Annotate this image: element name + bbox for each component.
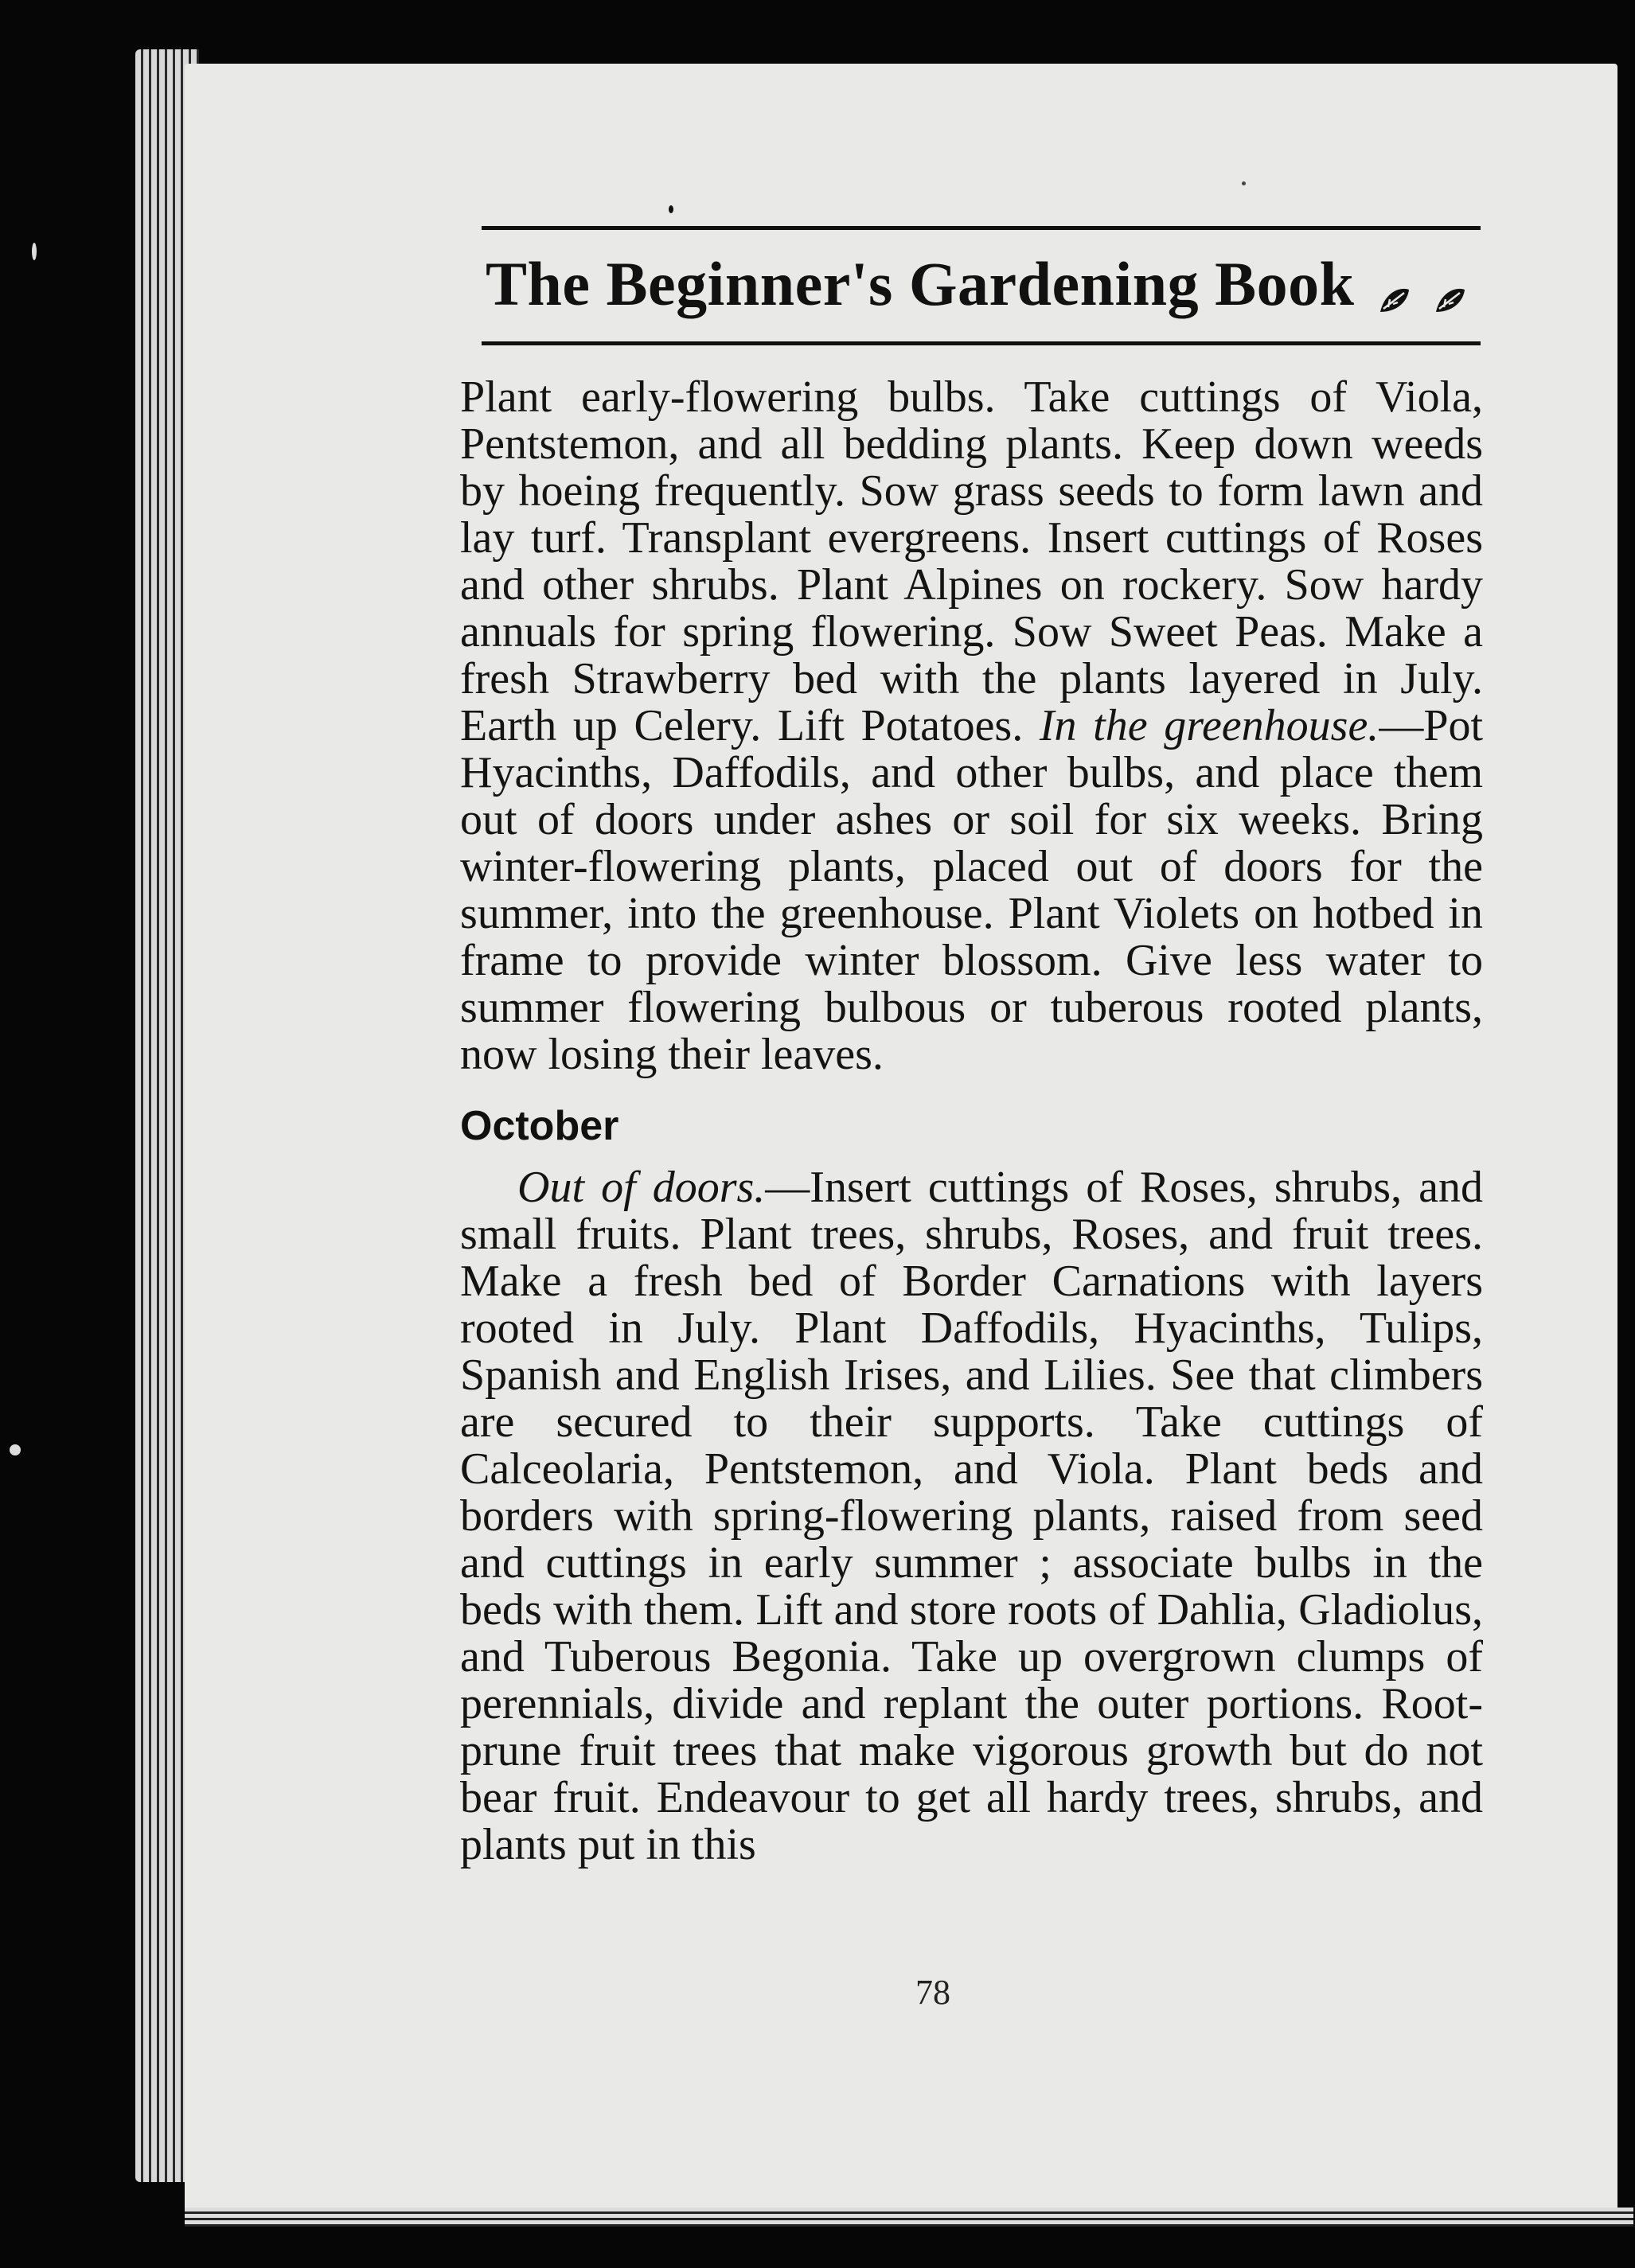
running-header-title: The Beginner's Gardening Book bbox=[486, 249, 1355, 318]
leaf-ornament-icon bbox=[1433, 285, 1468, 317]
page-body-text bbox=[460, 374, 1483, 1869]
paragraph-text: —Insert cuttings of Roses, shrubs, and small fruits. Plant trees, shrubs, Roses, and fruit trees. Make a fresh bed of Border Carnations with layers rooted in July. Plant Daffodils, Hyacinths, Tulips, Spanish and English Irises, and Lilies. See that climbers are secured to their supports. Take cuttings of Calceolaria, Pentstemon, and Viola. Plant beds and borders with spring-flowering plants, raised from seed and cuttings in early summer ; associate bulbs in the beds with them. Lift and store roots of Dahlia, Gladiolus, and Tuberous Begonia. Take up overgrown clumps of perennials, divide and replant the outer portions. Root-prune fruit trees that make vigorous growth but do not bear fruit. Endeavour to get all hardy trees, shrubs, and plants put in this bbox=[460, 1163, 1484, 1869]
paragraph-text: Plant early-flowering bulbs. Take cuttings of Viola, Pentstemon, and all bedding plants. Keep down weeds by hoeing frequently. Sow grass seeds to form lawn and lay turf. Transplant evergreens. Insert cuttings of Roses and other shrubs. Plant Alpines on rockery. Sow hardy annuals for spring flowering. Sow Sweet Peas. Make a fresh Strawberry bed with the plants layered in July. Earth up Celery. Lift Potatoes. bbox=[460, 372, 1483, 750]
header-ornaments bbox=[1377, 285, 1468, 317]
page-number: 78 bbox=[915, 1973, 950, 2012]
leaf-ornament-icon bbox=[1377, 285, 1412, 317]
header-rule-bottom bbox=[482, 341, 1481, 345]
italic-subheading-greenhouse: In the greenhouse. bbox=[1039, 701, 1379, 750]
paragraph-text: —Pot Hyacinths, Daffodils, and other bulbs, and place them out of doors under ashes or soil for six weeks. Bring winter-flowering plants, placed out of doors for the summer, into the greenhouse. Plant Violets on hotbed in frame to provide winter blossom. Give less water to summer flowering bulbous or tuberous rooted plants, now losing their leaves. bbox=[460, 701, 1484, 1079]
dust-speck bbox=[669, 205, 673, 213]
dust-speck bbox=[1242, 181, 1246, 185]
dust-speck bbox=[32, 243, 37, 260]
dust-speck bbox=[10, 1444, 21, 1455]
september-paragraph bbox=[460, 374, 1483, 1078]
italic-subheading-out-of-doors: Out of doors. bbox=[517, 1163, 766, 1212]
header-rule-top bbox=[482, 226, 1481, 230]
section-heading-october: October bbox=[460, 1103, 619, 1149]
book-bottom-edge bbox=[185, 2208, 1633, 2227]
october-paragraph bbox=[460, 1164, 1483, 1869]
